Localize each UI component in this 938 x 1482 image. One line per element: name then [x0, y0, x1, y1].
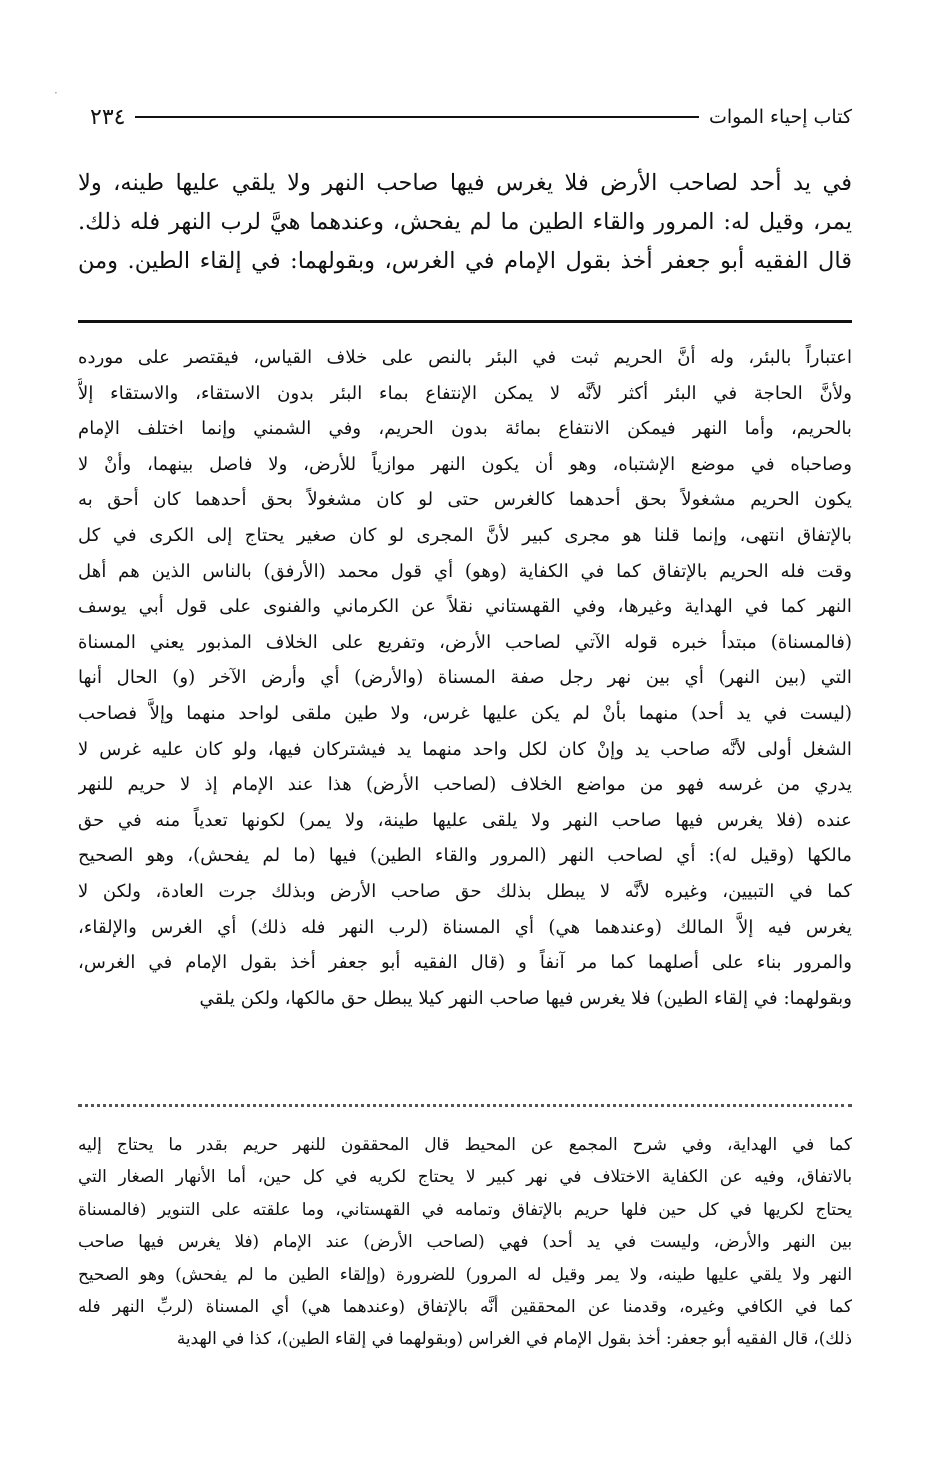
main-text-line: قال الفقيه أبو جعفر أخذ بقول الإمام في الغرس، وبقولهما: في إلقاء الطين. ومن	[78, 248, 852, 274]
commentary-line: ولأنَّ الحاجة في البئر أكثر لأنَّه لا يمكن الإنتفاع بماء البئر بدون الاستقاء، والاستقاء إلاَّ	[78, 382, 852, 404]
commentary-line: كما في التبيين، وغيره لأنَّه لا يبطل بذلك حق صاحب الأرض وبذلك جرت العادة، ولكن لا	[78, 880, 852, 902]
footnote-line: كما في الهداية، وفي شرح المجمع عن المحيط قال المحققون للنهر حريم بقدر ما يحتاج إليه	[78, 1134, 852, 1154]
commentary-line: يكون الحريم مشغولاً بحق أحدهما كالغرس حتى لو كان مشغولاً بحق أحدهما كان أحق به	[78, 489, 852, 511]
commentary-line: التي (بين النهر) أي بين نهر رجل صفة المسناة (والأرض) أي وأرض الآخر (و) الحال أنها	[78, 667, 852, 689]
commentary-line: يغرس فيه إلاَّ المالك (وعندهما هي) أي المسناة (لرب النهر فله ذلك) أي الغرس والإلقاء،	[78, 916, 852, 938]
commentary-line: الشغل أولى لأنَّه صاحب يد وإنْ كان لكل واحد منهما يد فيشتركان فيها، ولو كان عليه غرس لا	[78, 738, 852, 760]
footnote-divider	[78, 1104, 852, 1107]
footnote-line: النهر ولا يلقي عليها طينه، ولا يمر وقيل له المرور) للضرورة (وإلقاء الطين ما لم يفحش) وهو الصحيح	[78, 1263, 852, 1284]
main-text	[78, 164, 852, 281]
commentary-line: عنده (فلا يغرس فيها صاحب النهر ولا يلقى عليها طينة، ولا يمر) لكونها تعدياً منه في حق	[78, 809, 852, 831]
main-text-line: يمر، وقيل له: المرور والقاء الطين ما لم يفحش، وعندهما هيَّ لرب النهر فله ذلك.	[78, 209, 852, 235]
commentary-text	[78, 340, 852, 1016]
page-header	[90, 100, 852, 134]
commentary-line: بالإتفاق انتهى، وإنما قلنا هو مجرى كبير لأنَّ المجرى لو كان صغير يحتاج إلى الكرى في كل	[78, 524, 852, 546]
commentary-line: يدري من غرسه فهو من مواضع الخلاف (لصاحب الأرض) هذا عند الإمام إذ لا حريم للنهر	[78, 774, 852, 796]
page-number: ٢٣٤	[90, 104, 126, 130]
commentary-line: والمرور بناء على أصلهما كما مر آنفاً و (قال الفقيه أبو جعفر أخذ بقول الإمام في الغرس،	[78, 952, 852, 974]
commentary-line: مالكها (وقيل له): أي لصاحب النهر (المرور والقاء الطين) فيها (ما لم يفحش)، وهو الصحيح	[78, 845, 852, 867]
header-rule	[135, 116, 698, 118]
footnote-line: ذلك)، قال الفقيه أبو جعفر: أخذ بقول الإمام في الغراس (وبقولهما في إلقاء الطين)، كذا في الهدية	[176, 1328, 852, 1349]
commentary-line: (ليست في يد أحد) منهما بأنْ لم يكن عليها غرس، ولا طين ملقى لواحد منهما وإلاَّ فصاحب	[78, 702, 852, 724]
commentary-line: بالحريم، وأما النهر فيمكن الانتفاع بمائة بدون الحريم، وفي الشمني وإنما اختلف الإمام	[78, 418, 852, 440]
commentary-line: وصاحباه في موضع الإشتباه، وهو أن يكون النهر موازياً للأرض، ولا فاصل بينهما، وأنْ لا	[78, 453, 852, 475]
commentary-line: النهر كما في الهداية وغيرها، وفي القهستاني نقلاً عن الكرماني والفنوى على قول أبي يوسف	[78, 596, 852, 618]
footnote-line: يحتاج لكريها في كل حين فلها حريم بالإتفاق وتمامه في القهستاني، وما علقته على التنوير (فالمسناة	[78, 1198, 852, 1219]
scan-mark: ·	[54, 86, 58, 100]
commentary-line: وبقولهما: في إلقاء الطين) فلا يغرس فيها صاحب النهر كيلا يبطل حق مالكها، ولكن يلقي	[199, 987, 852, 1009]
footnote-line: كما في الكافي وغيره، وقدمنا عن المحققين أنَّه بالإتفاق (وعندهما هي) أي المسناة (لربِّ النهر فله	[78, 1295, 852, 1316]
main-text-line: في يد أحد لصاحب الأرض فلا يغرس فيها صاحب النهر ولا يلقي عليها طينه، ولا	[78, 170, 852, 196]
section-divider	[78, 320, 852, 323]
footnote-line: بالاتفاق، وفيه عن الكفاية الاختلاف في نهر كبير لا يحتاج لكريه في كل حين، أما الأنهار الصغار التي	[78, 1166, 852, 1187]
footnote-line: بين النهر والأرض، وليست في يد أحد) فهي (لصاحب الأرض) عند الإمام (فلا يغرس فيها صاحب	[78, 1231, 852, 1252]
commentary-line: وقت فله الحريم بالإتفاق كما في الكفاية (وهو) أي قول محمد (الأرفق) بالناس الذين هم أهل	[78, 560, 852, 582]
footnote-text	[78, 1128, 852, 1355]
book-title: كتاب إحياء الموات	[708, 106, 852, 128]
commentary-line: (فالمسناة) مبتدأ خبره قوله الآتي لصاحب الأرض، وتفريع على الخلاف المذبور يعني المسناة	[78, 631, 852, 653]
commentary-line: اعتباراً بالبئر، وله أنَّ الحريم ثبت في البئر بالنص على خلاف القياس، فيقتصر على مورده	[78, 347, 852, 368]
